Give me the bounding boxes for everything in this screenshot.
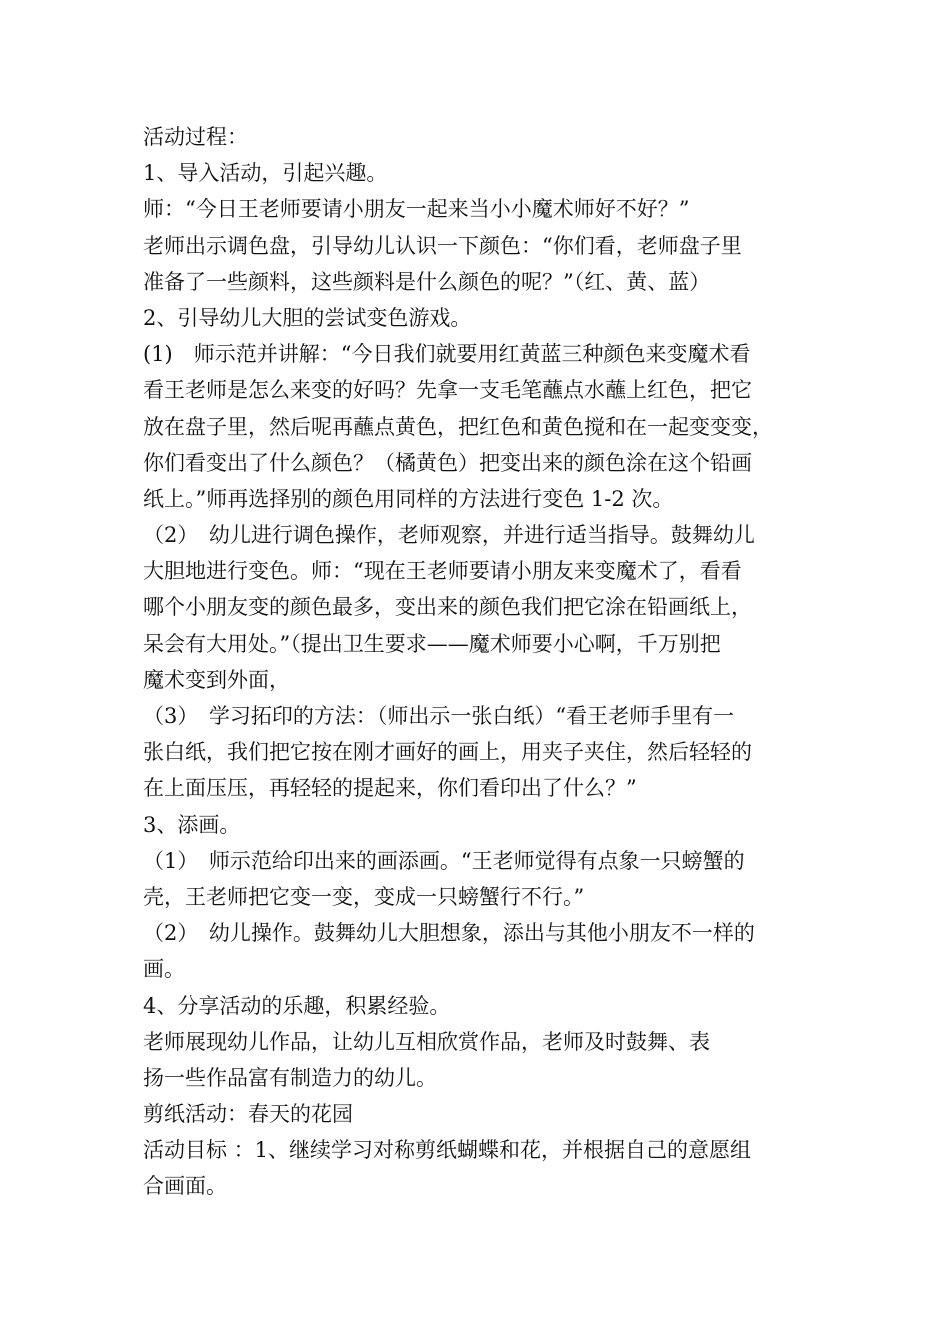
text-line: （1） 师示范给印出来的画添画。“王老师觉得有点象一只螃蟹的 <box>143 848 745 873</box>
text-line: （2） 幼儿进行调色操作，老师观察，并进行适当指导。鼓舞幼儿 <box>143 523 755 548</box>
text-line: 活动过程： <box>143 125 248 149</box>
text-line: 在上面压压，再轻轻的提起来，你们看印出了什么？” <box>143 776 637 801</box>
text-line: （3） 学习拓印的方法：（师出示一张白纸）“看王老师手里有一 <box>143 704 735 728</box>
text-line: 剪纸活动：春天的花园 <box>143 1102 353 1127</box>
text-line: 老师展现幼儿作品，让幼儿互相欣赏作品，老师及时鼓舞、表 <box>143 1029 710 1054</box>
text-line: 老师出示调色盘，引导幼儿认识一下颜色：“你们看，老师盘子里 <box>143 233 742 258</box>
text-line: 哪个小朋友变的颜色最多，变出来的颜色我们把它涂在铅画纸上， <box>143 595 752 620</box>
text-line: 扬一些作品富有制造力的幼儿。 <box>143 1065 437 1090</box>
text-line: 壳，王老师把它变一变，变成一只螃蟹行不行。” <box>143 884 585 909</box>
text-line: 呆会有大用处。”（提出卫生要求——魔术师要小心啊，千万别把 <box>143 631 721 656</box>
text-line: 你们看变出了什么颜色？（橘黄色）把变出来的颜色涂在这个铅画 <box>143 450 752 475</box>
text-line: 魔术变到外面， <box>143 667 290 692</box>
text-line: (1) 师示范并讲解：“今日我们就要用红黄蓝三种颜色来变魔术看 <box>143 342 751 367</box>
text-line: 3、添画。 <box>143 812 241 837</box>
text-line: （2） 幼儿操作。鼓舞幼儿大胆想象，添出与其他小朋友不一样的 <box>143 921 755 946</box>
text-line: 合画面。 <box>143 1174 227 1199</box>
document-body <box>143 119 823 1205</box>
text-line: 张白纸，我们把它按在刚才画好的画上，用夹子夹住，然后轻轻的 <box>143 740 752 765</box>
text-line: 纸上。”师再选择别的颜色用同样的方法进行变色 1-2 次。 <box>143 486 674 511</box>
text-line: 2、引导幼儿大胆的尝试变色游戏。 <box>143 305 472 330</box>
text-line: 画。 <box>143 957 185 982</box>
text-line: 1、导入活动，引起兴趣。 <box>143 161 388 186</box>
text-line: 4、分享活动的乐趣，积累经验。 <box>143 993 451 1018</box>
text-line: 准备了一些颜料，这些颜料是什么颜色的呢？”（红、黄、蓝） <box>143 269 711 294</box>
text-line: 看王老师是怎么来变的好吗？先拿一支毛笔蘸点水蘸上红色，把它 <box>143 378 752 403</box>
text-line: 师：“今日王老师要请小朋友一起来当小小魔术师好不好？” <box>143 197 690 222</box>
text-line: 放在盘子里，然后呢再蘸点黄色，把红色和黄色搅和在一起变变变， <box>143 414 773 439</box>
text-line: 活动目标 ：1、继续学习对称剪纸蝴蝶和花，并根据自己的意愿组 <box>143 1138 752 1163</box>
text-line: 大胆地进行变色。师：“现在王老师要请小朋友来变魔术了，看看 <box>143 559 742 584</box>
